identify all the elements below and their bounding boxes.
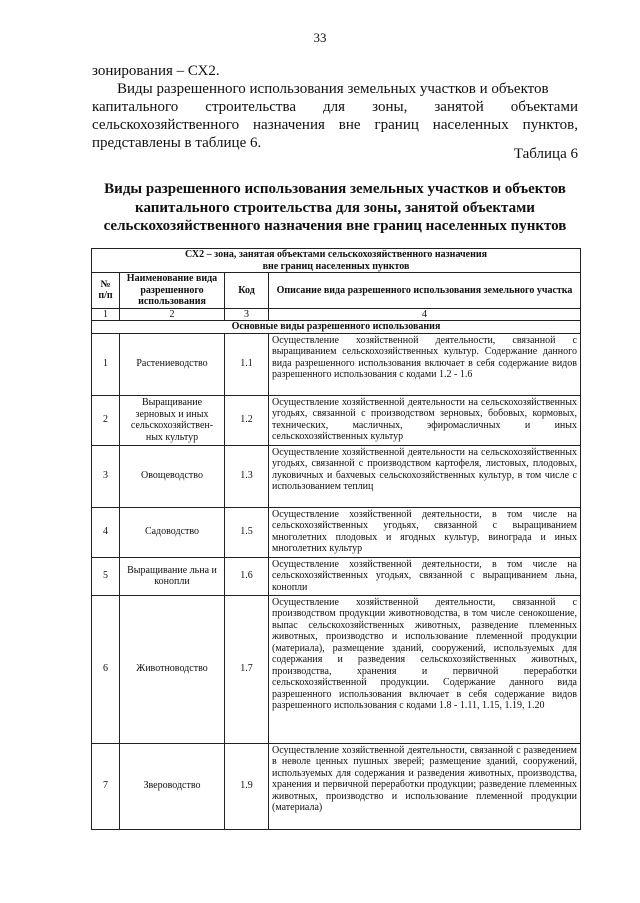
- row-desc: Осуществление хозяйственной деятельности, в том числе на сельскохозяйственных угодьях, связанной с выращиванием многолетних плодовых и ягодных культур, винограда и иных многолетних культур: [269, 507, 581, 557]
- row-name: Выращивание зерновых и иных сельскохозяйствен-ных культур: [120, 395, 225, 445]
- column-number-row: [92, 308, 581, 321]
- row-num: 2: [92, 395, 120, 445]
- row-num: 4: [92, 507, 120, 557]
- intro-line: Виды разрешенного использования земельных участков и объектов: [117, 81, 549, 97]
- row-num: 1: [92, 333, 120, 395]
- row-code: 1.2: [225, 395, 269, 445]
- col-number: 4: [269, 308, 581, 321]
- row-desc: Осуществление хозяйственной деятельности на сельскохозяйственных угодьях, связанной с производством зерновых, бобовых, кормовых, технических, масличных, эфиромасличных и иных сельскохозяйственных культур: [269, 395, 581, 445]
- intro-line: капитального строительства для зоны, занятой объектами: [92, 99, 578, 115]
- table-row: [92, 507, 581, 557]
- row-code: 1.5: [225, 507, 269, 557]
- header-code: Код: [225, 273, 269, 309]
- row-desc: Осуществление хозяйственной деятельности, связанной с разведением в неволе ценных пушных зверей; размещение зданий, сооружений, используемых для содержания и разведения животных, производства, хранения и первичной переработки продукции; разведение племенных животных, производство и использование племенной продукции (материала): [269, 743, 581, 829]
- row-code: 1.3: [225, 445, 269, 507]
- table-row: [92, 395, 581, 445]
- table-row: [92, 445, 581, 507]
- row-name: Животноводство: [120, 595, 225, 743]
- header-desc: Описание вида разрешенного использования земельного участка: [269, 273, 581, 309]
- intro-line: представлены в таблице 6.: [92, 135, 262, 151]
- table-row: [92, 743, 581, 829]
- row-code: 1.9: [225, 743, 269, 829]
- land-use-table: [91, 248, 580, 830]
- col-number: 2: [120, 308, 225, 321]
- table-row: [92, 557, 581, 595]
- header-num: № п/п: [92, 273, 120, 309]
- table-row: [92, 595, 581, 743]
- row-name: Выращивание льна и конопли: [120, 557, 225, 595]
- row-num: 3: [92, 445, 120, 507]
- row-desc: Осуществление хозяйственной деятельности, связанной с производством продукции животноводства, в том числе сенокошение, выпас сельскохозяйственных животных, разведение племенных животных, производство и использование племенной продукции (материала), размещение зданий, сооружений, используемых для содержания и разведения сельскохозяйственных животных, производства, хранения и первичной переработки сельскохозяйственной продукции. Содержание данного вида разрешенного использования включает в себя содержание видов разрешенного использования с кодами 1.8 - 1.11, 1.15, 1.19, 1.20: [269, 595, 581, 743]
- header-name: Наименование вида разрешенного использования: [120, 273, 225, 309]
- row-desc: Осуществление хозяйственной деятельности, в том числе на сельскохозяйственных угодьях, связанной с выращиванием льна, конопли: [269, 557, 581, 595]
- row-desc: Осуществление хозяйственной деятельности, связанной с выращиванием сельскохозяйственных культур. Содержание данного вида разрешенного использования включает в себя содержание видов разрешенного использования с кодами 1.2 - 1.6: [269, 333, 581, 395]
- intro-line: сельскохозяйственного назначения вне границ населенных пунктов,: [92, 117, 578, 133]
- zone-title: СХ2 – зона, занятая объектами сельскохозяйственного назначения вне границ населенных пунктов: [92, 249, 581, 273]
- table-row: [92, 333, 581, 395]
- heading-line: сельскохозяйственного назначения вне границ населенных пунктов: [103, 218, 567, 234]
- row-num: 7: [92, 743, 120, 829]
- intro-line: зонирования – СХ2.: [92, 63, 220, 79]
- section-title: Основные виды разрешенного использования: [92, 321, 581, 334]
- heading-line: капитального строительства для зоны, занятой объектами: [135, 199, 535, 216]
- header-row: [92, 273, 581, 309]
- row-num: 6: [92, 595, 120, 743]
- col-number: 3: [225, 308, 269, 321]
- section-row: [92, 321, 581, 334]
- table-label: Таблица 6: [513, 146, 578, 162]
- row-code: 1.7: [225, 595, 269, 743]
- row-num: 5: [92, 557, 120, 595]
- row-name: Растениеводство: [120, 333, 225, 395]
- table-heading: [92, 180, 578, 236]
- row-name: Звероводство: [120, 743, 225, 829]
- row-name: Овощеводство: [120, 445, 225, 507]
- col-number: 1: [92, 308, 120, 321]
- row-desc: Осуществление хозяйственной деятельности на сельскохозяйственных угодьях, связанной с производством картофеля, листовых, плодовых, луковичных и бахчевых сельскохозяйственных культур, в том числе с использованием теплиц: [269, 445, 581, 507]
- row-code: 1.6: [225, 557, 269, 595]
- page-number: 33: [313, 30, 327, 45]
- heading-line: Виды разрешенного использования земельных участков и объектов: [104, 181, 566, 197]
- row-name: Садоводство: [120, 507, 225, 557]
- zone-title-row: [92, 249, 581, 273]
- row-code: 1.1: [225, 333, 269, 395]
